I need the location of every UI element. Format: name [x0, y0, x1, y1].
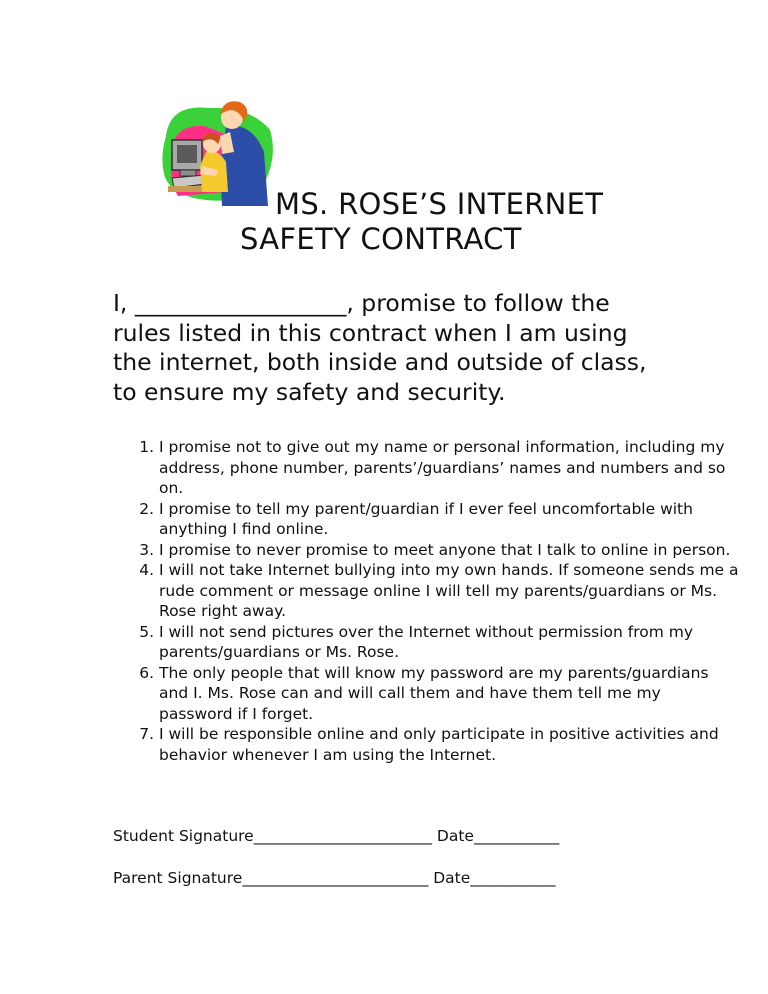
page-title-line-2: SAFETY CONTRACT	[240, 222, 522, 256]
parent-signature-line: Parent Signature________________________ Date___________	[113, 869, 556, 887]
rules-list	[113, 437, 739, 765]
rule-item: 1. I promise not to give out my name or personal information, including my address, phone number, parents’/guardians’ names and numbers and so on.	[159, 437, 739, 499]
mother-child-computer-illustration	[160, 96, 278, 206]
student-signature-line: Student Signature_______________________ Date___________	[113, 827, 560, 845]
rule-item: 4. I will not take Internet bullying into my own hands. If someone sends me a rude comment or message online I will tell my parents/guardians or Ms. Rose right away.	[159, 560, 739, 622]
rule-item: 2. I promise to tell my parent/guardian if I ever feel uncomfortable with anything I find online.	[159, 499, 739, 540]
page-title-line-1: MS. ROSE’S INTERNET	[275, 187, 604, 221]
rule-item: 7. I will be responsible online and only participate in positive activities and behavior whenever I am using the Internet.	[159, 724, 739, 765]
rule-item: 5. I will not send pictures over the Internet without permission from my parents/guardians or Ms. Rose.	[159, 622, 739, 663]
intro-paragraph: I, __________________, promise to follow the rules listed in this contract when I am using the internet, both inside and outside of class, to ensure my safety and security.	[113, 289, 647, 406]
rule-item: 6. The only people that will know my password are my parents/guardians and I. Ms. Rose can and will call them and have them tell me my password if I forget.	[159, 663, 739, 725]
rule-item: 3. I promise to never promise to meet anyone that I talk to online in person.	[159, 540, 739, 561]
